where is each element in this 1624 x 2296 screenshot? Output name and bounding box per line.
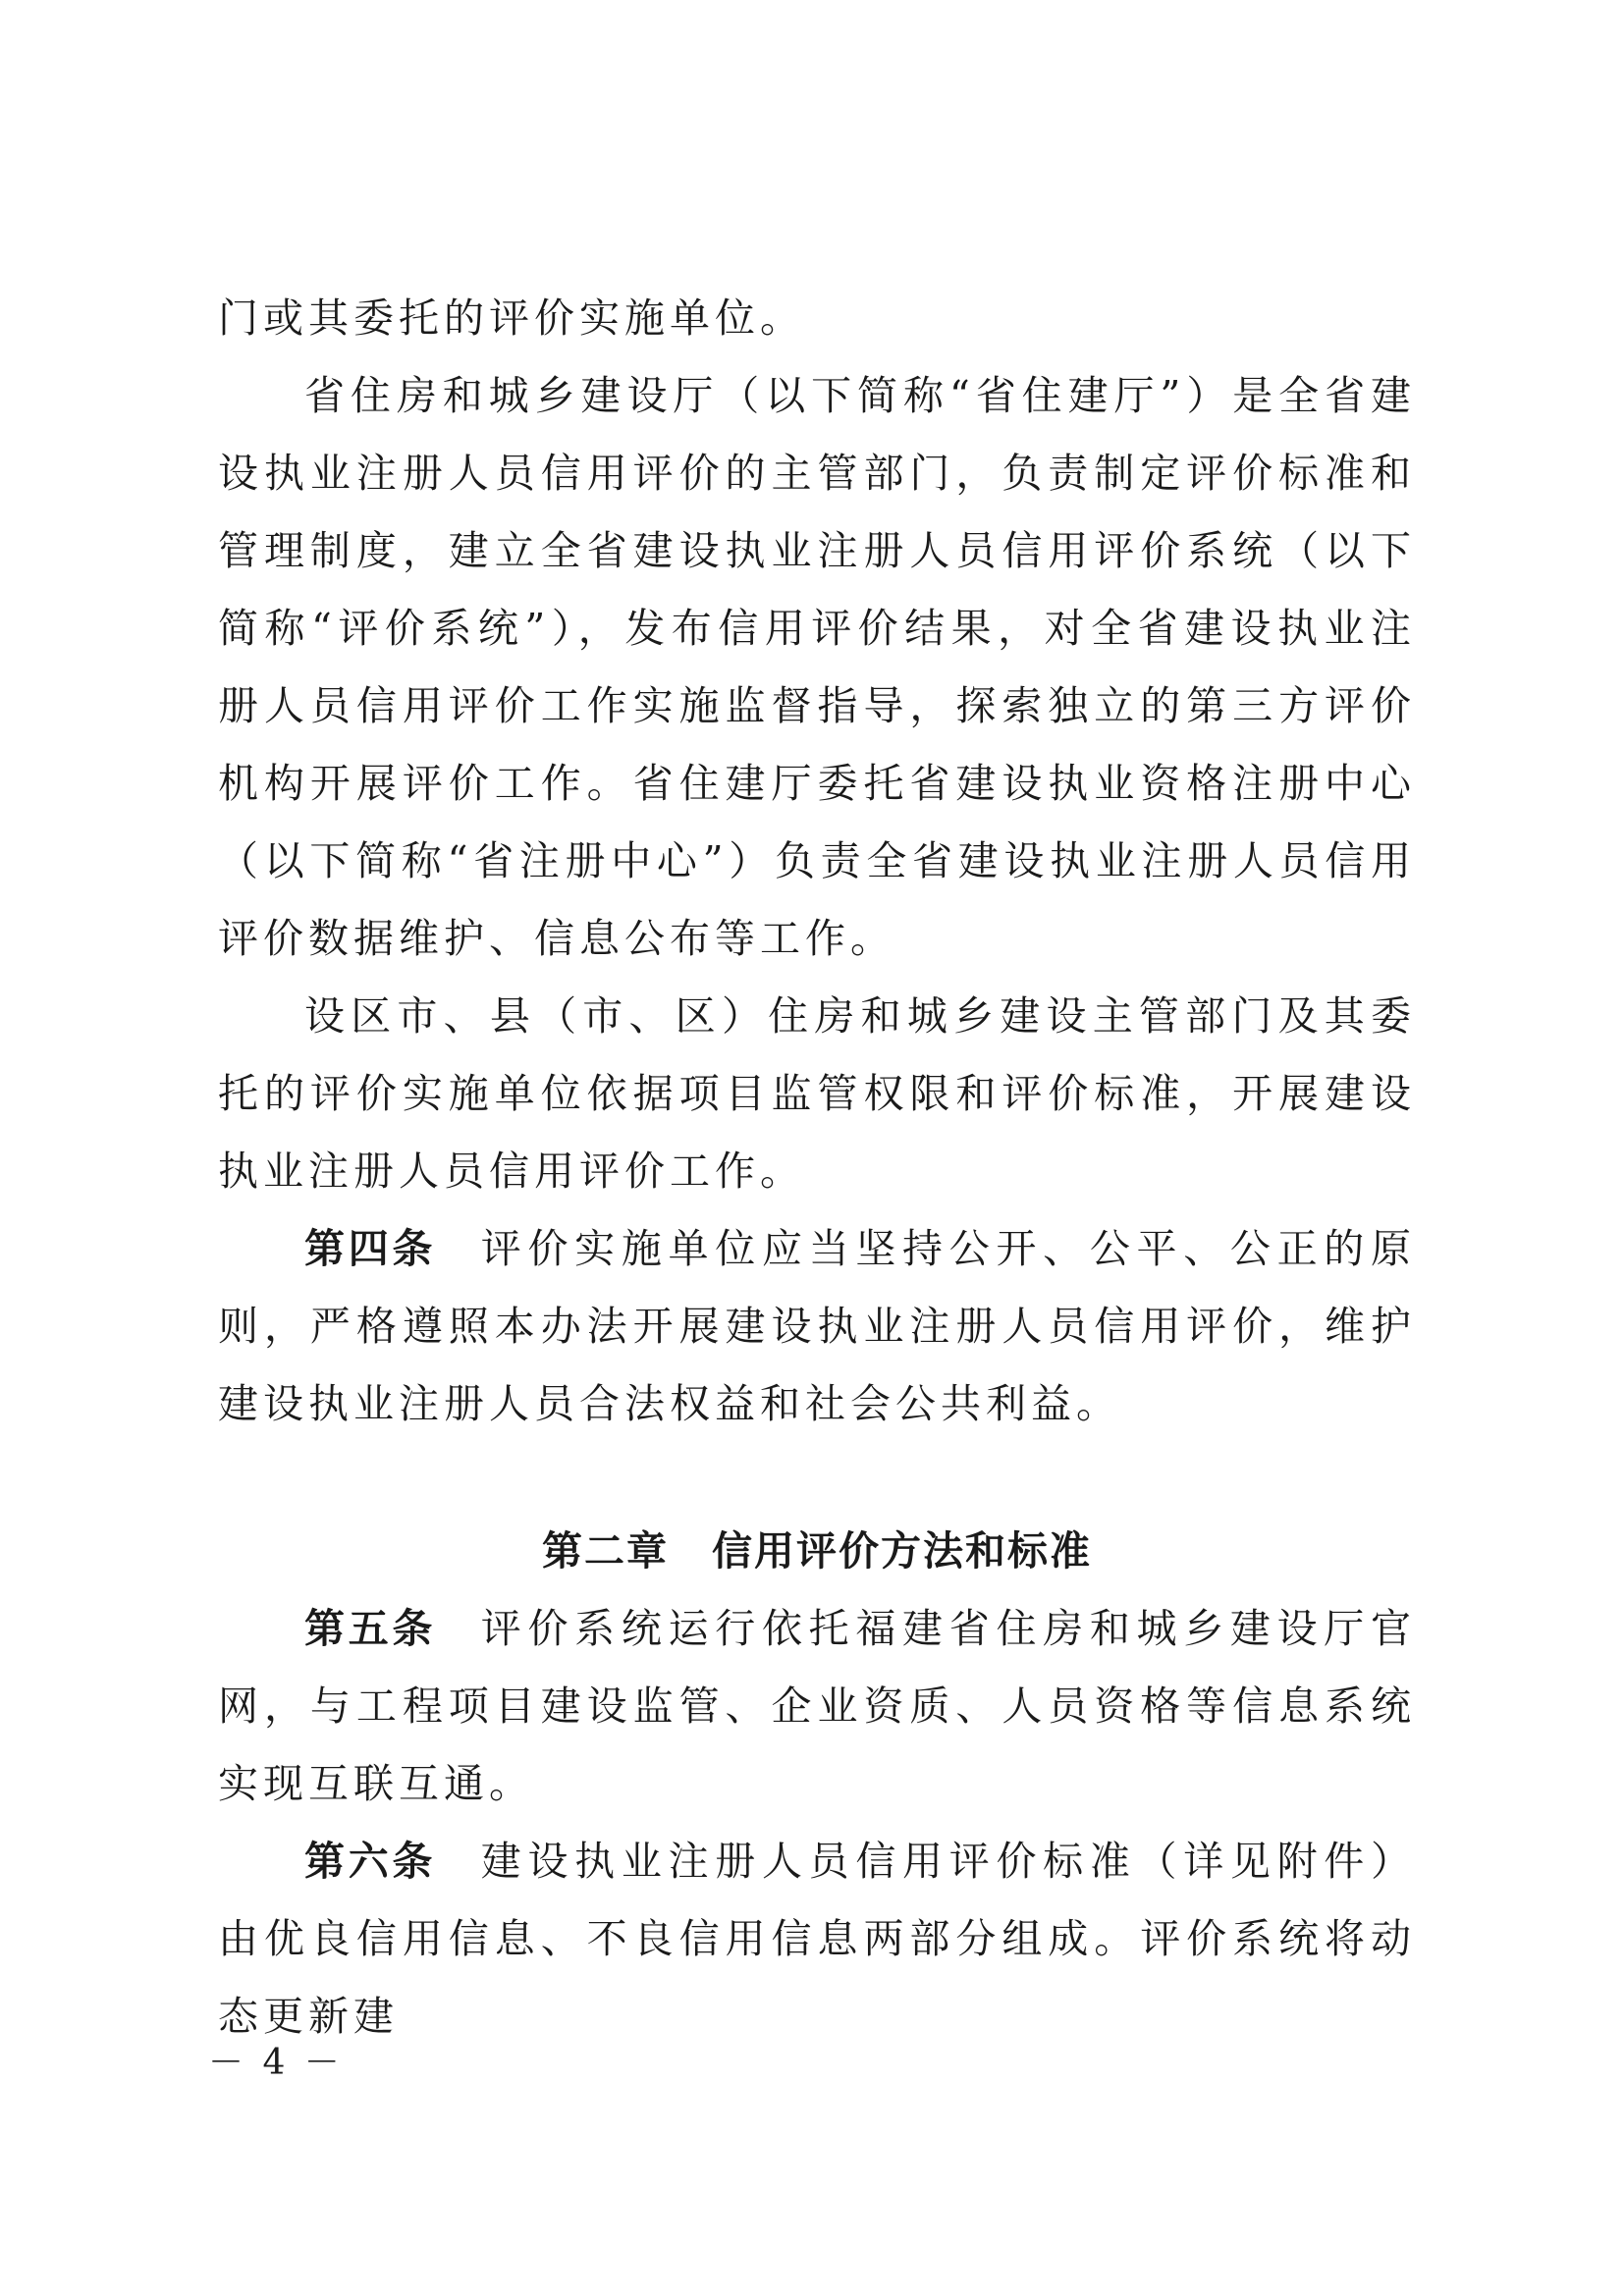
article-4-number: 第四条 [304,1225,437,1272]
article-4 [218,1210,1416,1443]
article-5-text: 评价系统运行依托福建省住房和城乡建设厅官网，与工程项目建设监管、企业资质、人员资格等信息系统实现互联互通。 [218,1605,1417,1807]
article-6 [218,1823,1416,2056]
article-5 [218,1590,1416,1823]
chapter-2-heading [218,1513,1416,1590]
page-number: － 4 － [208,2043,344,2083]
article-6-text: 建设执业注册人员信用评价标准（详见附件）由优良信用信息、不良信用信息两部分组成。评价系统将动态更新建 [218,1838,1417,2040]
chapter-2-title: 信用评价方法和标准 [712,1527,1092,1575]
paragraph-provincial-department: 省住房和城乡建设厅（以下简称“省住建厅”）是全省建设执业注册人员信用评价的主管部门，负责制定评价标准和管理制度，建立全省建设执业注册人员信用评价系统（以下简称“评价系统”），发布信用评价结果，对全省建设执业注册人员信用评价工作实施监督指导，探索独立的第三方评价机构开展评价工作。省住建厅委托省建设执业资格注册中心（以下简称“省注册中心”）负责全省建设执业注册人员信用评价数据维护、信息公布等工作。 [218,372,1416,962]
paragraph-city-county-departments: 设区市、县（市、区）住房和城乡建设主管部门及其委托的评价实施单位依据项目监管权限和评价标准，开展建设执业注册人员信用评价工作。 [218,992,1416,1195]
article-5-number: 第五条 [304,1605,437,1652]
document-body [218,280,1416,2056]
chapter-2-number: 第二章 [542,1527,669,1575]
article-6-number: 第六条 [304,1838,437,1885]
article-4-text: 评价实施单位应当坚持公开、公平、公正的原则，严格遵照本办法开展建设执业注册人员信用评价，维护建设执业注册人员合法权益和社会公共利益。 [218,1225,1417,1427]
continuation-paragraph: 门或其委托的评价实施单位。 [218,294,805,342]
